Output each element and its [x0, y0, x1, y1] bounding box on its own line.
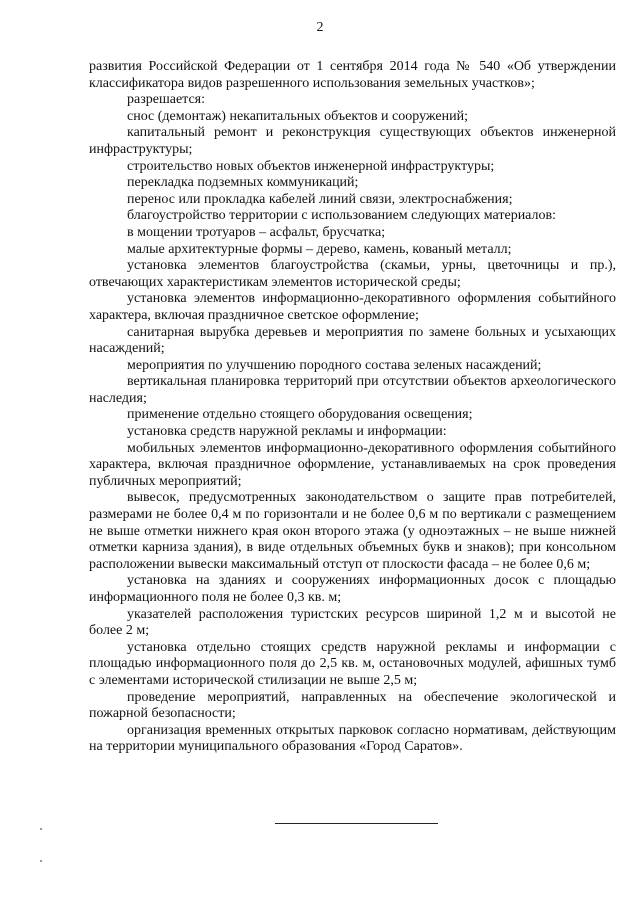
body-paragraph: указателей расположения туристских ресурсов шириной 1,2 м и высотой не более 2 м; — [89, 606, 616, 639]
body-paragraph: снос (демонтаж) некапитальных объектов и сооружений; — [127, 108, 468, 124]
body-paragraph: разрешается: — [127, 92, 205, 108]
body-paragraph: установка элементов благоустройства (скамьи, урны, цветочницы и пр.), отвечающих характеристикам элементов исторической среды; — [89, 258, 616, 290]
body-paragraph: перекладка подземных коммуникаций; — [127, 175, 359, 191]
body-paragraph: малые архитектурные формы – дерево, камень, кованый металл; — [127, 241, 512, 257]
body-paragraph: установка на зданиях и сооружениях информационных досок с площадью информационного поля не более 0,3 кв. м; — [89, 573, 616, 605]
body-paragraph: проведение мероприятий, направленных на обеспечение экологической и пожарной безопасности; — [89, 689, 616, 722]
body-paragraph: благоустройство территории с использованием следующих материалов: — [127, 208, 557, 224]
body-paragraph: вертикальная планировка территорий при отсутствии объектов археологического наследия; — [89, 374, 616, 406]
body-paragraph: установка элементов информационно-декоративного оформления событийного характера, включая праздничное светское оформление; — [89, 291, 616, 323]
body-paragraph: организация временных открытых парковок согласно нормативам, действующим на территории муниципального образования «Город Саратов». — [89, 722, 616, 755]
scan-speck — [40, 828, 42, 830]
body-paragraph: в мощении тротуаров – асфальт, брусчатка; — [127, 224, 386, 240]
body-paragraph: установка средств наружной рекламы и информации: — [127, 424, 447, 440]
body-paragraph: перенос или прокладка кабелей линий связи, электроснабжения; — [127, 191, 513, 207]
closing-rule — [275, 823, 438, 824]
body-paragraph: вывесок, предусмотренных законодательством о защите прав потребителей, размерами не более 0,4 м по горизонтали и не более 0,6 м по вертикали с размещением не выше отметки нижнего края окон второго этажа (у одноэтажных – не выше нижней отметки карниза здания), в виде отдельных объемных букв и знаков); при консольном расположении вывески максимальный отступ от плоскости фасада – не более 0,6 м; — [89, 490, 616, 572]
page-number: 2 — [316, 20, 324, 35]
continued-paragraph: развития Российской Федерации от 1 сентября 2014 года № 540 «Об утверждении классификатора видов разрешенного использования земельных участков»; — [89, 59, 616, 91]
body-paragraph: капитальный ремонт и реконструкция существующих объектов инженерной инфраструктуры; — [89, 125, 616, 157]
scan-speck — [40, 860, 42, 862]
body-paragraph: строительство новых объектов инженерной инфраструктуры; — [127, 158, 495, 174]
body-paragraph: санитарная вырубка деревьев и мероприятия по замене больных и усыхающих насаждений; — [89, 324, 616, 357]
body-paragraph: применение отдельно стоящего оборудования освещения; — [127, 407, 473, 423]
body-paragraph: мероприятия по улучшению породного состава зеленых насаждений; — [127, 357, 542, 373]
body-paragraph: установка отдельно стоящих средств наружной рекламы и информации с площадью информационного поля до 2,5 кв. м, остановочных модулей, афишных тумб с элементами исторической стилизации не выше 2,5 м; — [89, 639, 616, 688]
document-body — [89, 59, 616, 756]
body-paragraph: мобильных элементов информационно-декоративного оформления событийного характера, включая праздничное оформление, устанавливаемых на срок проведения публичных мероприятий; — [89, 440, 616, 489]
